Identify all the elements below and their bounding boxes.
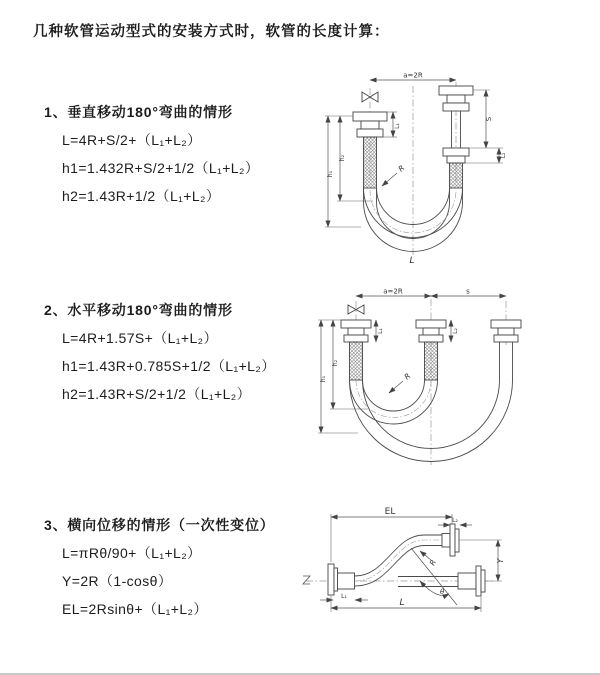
centerline-break-mark	[303, 576, 310, 584]
dim-label-s: s	[466, 287, 470, 296]
dim-label-length: L	[409, 256, 415, 266]
formula-line: h2=1.43R+1/2（L₁+L₂）	[62, 188, 221, 204]
dim-label-h1: h₁	[327, 170, 334, 178]
dimension-l2	[465, 148, 507, 163]
section-3-heading: 3、横向位移的情形（一次性变位）	[44, 517, 275, 533]
dim-label-l1: L₁	[394, 123, 401, 129]
section-1-heading: 1、垂直移动180°弯曲的情形	[44, 104, 233, 120]
braided-hose-left	[350, 342, 363, 380]
dim-label-r: R	[396, 163, 407, 174]
dimension-l1	[320, 593, 368, 600]
section-2	[44, 300, 276, 408]
dim-label-l2: L₂	[452, 517, 458, 524]
formula-line: L=4R+1.57S+（L₁+L₂）	[62, 330, 218, 346]
section-1	[44, 102, 259, 210]
section-2-heading: 2、水平移动180°弯曲的情形	[44, 302, 233, 318]
left-fitting	[341, 320, 371, 380]
braided-hose-right	[450, 163, 463, 188]
dim-label-h1: h₁	[320, 375, 327, 383]
dim-label-y: Y	[496, 558, 505, 564]
left-flange	[328, 564, 355, 595]
section-3-formulas	[44, 539, 275, 623]
formula-line: L=πRθ/90+（L₁+L₂）	[62, 545, 202, 561]
radius-callout	[420, 551, 438, 567]
page-title: 几种软管运动型式的安装方式时，软管的长度计算：	[33, 24, 390, 40]
lower-right-flange	[476, 566, 485, 596]
formula-line: h1=1.432R+S/2+1/2（L₁+L₂）	[62, 160, 260, 176]
middle-fitting	[416, 320, 446, 380]
dimension-a2r	[370, 72, 456, 81]
dim-label-l2: L₂	[452, 328, 459, 334]
section-3	[44, 515, 275, 623]
dim-label-length: L	[399, 598, 405, 608]
dim-label-el: EL	[384, 507, 396, 517]
dim-label-h2: h₂	[339, 154, 346, 162]
dim-label-h2: h₂	[332, 359, 339, 367]
diagram-2-container	[310, 281, 595, 471]
dimension-l2	[451, 320, 459, 342]
dimension-l	[331, 596, 481, 612]
right-fitting-lower	[443, 148, 469, 188]
dim-label-r: R	[402, 371, 413, 382]
diagram-1-container	[313, 70, 585, 268]
dim-label-r: R	[427, 558, 439, 567]
dim-label-l1: L₁	[341, 593, 347, 600]
dimension-a2r	[356, 288, 506, 297]
diagram-lateral-displacement	[298, 504, 600, 644]
dim-label-a2r: a=2R	[403, 71, 423, 80]
dimension-s	[469, 90, 503, 148]
left-fitting	[353, 112, 387, 188]
formula-line: Y=2R（1-cosθ）	[62, 573, 173, 589]
formula-line: h1=1.43R+0.785S+1/2（L₁+L₂）	[62, 358, 276, 374]
dim-label-a2r: a=2R	[383, 287, 403, 296]
section-2-formulas	[44, 324, 276, 408]
dim-label-s: S	[485, 116, 493, 122]
right-fitting	[491, 320, 521, 380]
section-1-formulas	[44, 126, 259, 210]
diagram-vertical-180-bend	[313, 70, 585, 268]
braided-hose-left	[364, 137, 377, 188]
formula-line: L=4R+S/2+（L₁+L₂）	[62, 132, 202, 148]
dimension-l1	[376, 320, 384, 342]
diagram-horizontal-180-bend	[310, 281, 595, 471]
dim-label-theta: θ	[440, 588, 445, 596]
diagram-3-container	[298, 504, 600, 644]
dim-label-l2: L₂	[500, 152, 507, 159]
formula-line: h2=1.43R+S/2+1/2（L₁+L₂）	[62, 386, 252, 402]
radius-callout	[382, 163, 406, 186]
formula-line: EL=2Rsinθ+（L₁+L₂）	[62, 601, 208, 617]
upper-flange	[450, 524, 459, 556]
radius-callout	[389, 371, 412, 393]
dim-label-l1: L₁	[377, 328, 384, 334]
braided-hose-middle	[425, 342, 438, 380]
